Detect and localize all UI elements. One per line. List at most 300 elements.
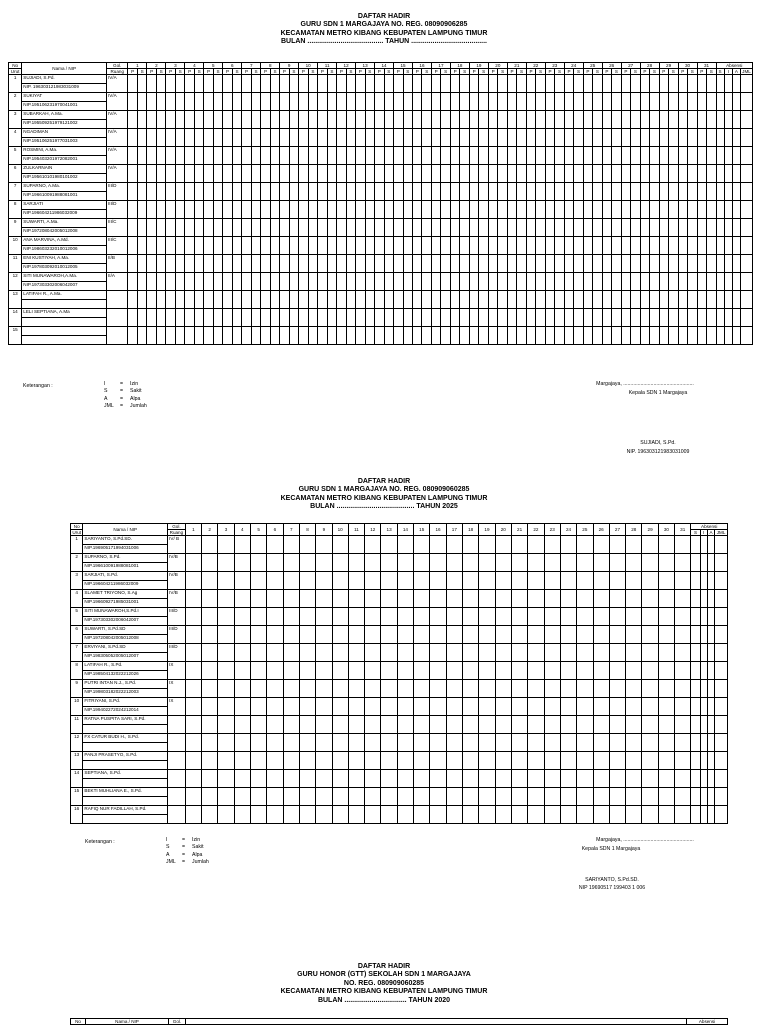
teacher-gol — [107, 291, 128, 309]
attendance-cell — [479, 111, 488, 129]
attendance-cell — [166, 147, 175, 165]
attendance-cell — [495, 536, 511, 554]
teacher-name: LATIFAH R., S.Pd. — [83, 662, 168, 671]
attendance-cell — [346, 237, 355, 255]
attendance-cell — [526, 273, 535, 291]
attendance-cell — [175, 183, 184, 201]
attendance-cell — [724, 111, 732, 129]
teacher-name: SARIYANTO, S.Pd.SD. — [83, 536, 168, 545]
attendance-cell — [724, 129, 732, 147]
attendance-cell — [185, 237, 194, 255]
attendance-cell — [346, 147, 355, 165]
attendance-cell — [669, 183, 678, 201]
attendance-cell — [479, 129, 488, 147]
attendance-cell — [602, 327, 611, 345]
attendance-cell — [348, 788, 364, 806]
attendance-cell — [299, 788, 315, 806]
attendance-cell — [403, 291, 412, 309]
attendance-cell — [348, 698, 364, 716]
teacher-gol — [168, 788, 186, 806]
attendance-cell — [299, 608, 315, 626]
attendance-cell — [185, 806, 201, 824]
attendance-cell — [495, 554, 511, 572]
attendance-cell — [194, 129, 203, 147]
attendance-cell — [299, 662, 315, 680]
attendance-cell — [128, 291, 137, 309]
row-number: 10 — [71, 698, 83, 716]
attendance-cell — [137, 129, 146, 147]
header-name: Nama / NIP — [22, 63, 107, 75]
day-header: 24 — [564, 63, 583, 69]
attendance-cell — [463, 590, 479, 608]
attendance-cell — [289, 201, 298, 219]
attendance-cell — [299, 93, 308, 111]
attendance-cell — [688, 291, 697, 309]
teacher-nip: NIP. 196303121983031009 — [22, 84, 107, 93]
table-row — [71, 644, 728, 653]
attendance-cell — [675, 536, 691, 554]
attendance-cell — [234, 626, 250, 644]
attendance-cell — [707, 291, 716, 309]
attendance-cell — [375, 291, 384, 309]
attendance-cell — [414, 644, 430, 662]
attendance-cell — [609, 608, 625, 626]
attendance-cell — [583, 291, 592, 309]
attendance-cell — [327, 219, 336, 237]
attendance-cell — [316, 536, 332, 554]
attendance-cell — [460, 309, 469, 327]
attendance-cell — [175, 273, 184, 291]
attendance-cell — [431, 183, 440, 201]
attendance-cell — [583, 255, 592, 273]
attendance-cell — [441, 129, 450, 147]
attendance-cell — [267, 590, 283, 608]
attendance-cell — [544, 626, 560, 644]
attendance-cell — [700, 662, 707, 680]
attendance-cell — [308, 237, 317, 255]
table-row — [9, 147, 753, 156]
attendance-cell — [707, 554, 714, 572]
attendance-cell — [498, 75, 507, 93]
attendance-cell — [289, 327, 298, 345]
attendance-cell — [678, 255, 687, 273]
legend-item — [104, 403, 147, 410]
attendance-cell — [128, 165, 137, 183]
attendance-cell — [185, 644, 201, 662]
teacher-nip: NIP.196609271985031001 — [83, 599, 168, 608]
day-header: 7 — [283, 524, 299, 536]
attendance-cell — [441, 291, 450, 309]
attendance-cell — [707, 219, 716, 237]
attendance-cell — [283, 662, 299, 680]
teacher-name: ERVIYANI, S.Pd.SD — [83, 644, 168, 653]
attendance-cell — [560, 770, 576, 788]
attendance-cell — [316, 680, 332, 698]
attendance-cell — [204, 129, 213, 147]
day-sub-header: P — [602, 69, 611, 75]
attendance-cell — [659, 237, 668, 255]
attendance-cell — [593, 680, 609, 698]
attendance-cell — [384, 255, 393, 273]
attendance-cell — [724, 147, 732, 165]
attendance-cell — [612, 147, 621, 165]
attendance-cell — [204, 147, 213, 165]
attendance-cell — [250, 554, 266, 572]
attendance-cell — [640, 183, 649, 201]
teacher-gol: III/D — [107, 201, 128, 219]
attendance-cell — [574, 183, 583, 201]
attendance-cell — [612, 111, 621, 129]
attendance-cell — [147, 165, 156, 183]
attendance-cell — [593, 291, 602, 309]
attendance-cell — [185, 111, 194, 129]
row-number: 3 — [71, 572, 83, 590]
attendance-cell — [612, 327, 621, 345]
teacher-nip: NIP.197303302006042007 — [83, 617, 168, 626]
attendance-cell — [700, 698, 707, 716]
attendance-cell — [528, 752, 544, 770]
attendance-cell — [724, 75, 732, 93]
attendance-cell — [242, 183, 251, 201]
attendance-cell — [650, 183, 659, 201]
section1-title: DAFTAR HADIR — [357, 13, 411, 20]
day-sub-header: S — [422, 69, 431, 75]
attendance-cell — [332, 752, 348, 770]
attendance-cell — [422, 183, 431, 201]
attendance-cell — [250, 590, 266, 608]
teacher-gol: IX — [168, 662, 186, 680]
attendance-cell — [441, 147, 450, 165]
attendance-cell — [479, 572, 495, 590]
attendance-cell — [577, 716, 593, 734]
attendance-cell — [732, 327, 740, 345]
attendance-cell — [430, 662, 446, 680]
attendance-cell — [678, 147, 687, 165]
attendance-cell — [283, 770, 299, 788]
attendance-cell — [555, 327, 564, 345]
attendance-cell — [375, 93, 384, 111]
row-number: 16 — [71, 806, 83, 824]
attendance-cell — [202, 806, 218, 824]
section3-period-line: BULAN ................................ TAHUN 2020 — [317, 996, 451, 1004]
day-sub-header: P — [469, 69, 478, 75]
attendance-cell — [583, 309, 592, 327]
attendance-cell — [156, 201, 165, 219]
attendance-cell — [283, 716, 299, 734]
attendance-cell — [609, 662, 625, 680]
attendance-cell — [555, 309, 564, 327]
day-header: 29 — [642, 524, 658, 536]
attendance-cell — [422, 291, 431, 309]
attendance-cell — [707, 590, 714, 608]
attendance-cell — [267, 680, 283, 698]
attendance-cell — [384, 93, 393, 111]
attendance-cell — [397, 536, 413, 554]
teacher-name: PANJI PRASETYO, S.Pd. — [83, 752, 168, 761]
attendance-cell — [356, 309, 365, 327]
attendance-cell — [446, 734, 462, 752]
attendance-cell — [213, 147, 222, 165]
attendance-cell — [732, 219, 740, 237]
attendance-cell — [560, 608, 576, 626]
attendance-cell — [384, 273, 393, 291]
attendance-cell — [545, 201, 554, 219]
attendance-cell — [658, 572, 674, 590]
attendance-cell — [202, 716, 218, 734]
attendance-cell — [450, 93, 459, 111]
attendance-cell — [700, 680, 707, 698]
day-header: 24 — [560, 524, 576, 536]
attendance-cell — [318, 147, 327, 165]
attendance-cell — [394, 309, 403, 327]
day-sub-header: P — [507, 69, 516, 75]
attendance-cell — [327, 291, 336, 309]
attendance-cell — [375, 255, 384, 273]
table-row — [71, 662, 728, 671]
attendance-cell — [156, 129, 165, 147]
attendance-cell — [250, 572, 266, 590]
attendance-cell — [574, 201, 583, 219]
attendance-cell — [250, 626, 266, 644]
teacher-nip: NIP.195509251979121002 — [22, 120, 107, 129]
attendance-cell — [316, 806, 332, 824]
row-number: 15 — [71, 788, 83, 806]
attendance-cell — [488, 129, 497, 147]
attendance-cell — [430, 770, 446, 788]
attendance-cell — [316, 698, 332, 716]
row-number: 5 — [71, 608, 83, 626]
day-header: 4 — [234, 524, 250, 536]
header-absensi: Absensi — [716, 63, 753, 69]
attendance-cell — [659, 165, 668, 183]
legend-item — [166, 844, 209, 851]
attendance-cell — [621, 165, 630, 183]
attendance-cell — [669, 93, 678, 111]
attendance-cell — [337, 327, 346, 345]
table-row — [71, 608, 728, 617]
day-sub-header: S — [327, 69, 336, 75]
attendance-cell — [213, 93, 222, 111]
attendance-cell — [688, 93, 697, 111]
attendance-cell — [365, 237, 374, 255]
attendance-cell — [223, 219, 232, 237]
day-sub-header: P — [185, 69, 194, 75]
attendance-cell — [691, 680, 700, 698]
attendance-cell — [495, 752, 511, 770]
attendance-cell — [327, 93, 336, 111]
attendance-cell — [577, 536, 593, 554]
attendance-cell — [270, 129, 279, 147]
section2-district-line: KECAMATAN METRO KIBANG KEBUPATEN LAMPUNG TIMUR — [280, 494, 488, 502]
attendance-cell — [414, 608, 430, 626]
attendance-cell — [381, 806, 397, 824]
attendance-cell — [267, 644, 283, 662]
attendance-cell — [185, 608, 201, 626]
attendance-cell — [517, 291, 526, 309]
attendance-cell — [234, 680, 250, 698]
table-row — [9, 75, 753, 84]
attendance-cell — [691, 716, 700, 734]
attendance-cell — [626, 608, 642, 626]
attendance-cell — [740, 273, 752, 291]
attendance-cell — [318, 255, 327, 273]
attendance-cell — [337, 111, 346, 129]
attendance-cell — [659, 129, 668, 147]
attendance-cell — [609, 626, 625, 644]
attendance-cell — [707, 93, 716, 111]
attendance-cell — [612, 255, 621, 273]
attendance-cell — [479, 75, 488, 93]
attendance-cell — [185, 554, 201, 572]
attendance-cell — [156, 273, 165, 291]
attendance-cell — [697, 183, 706, 201]
attendance-cell — [381, 698, 397, 716]
attendance-cell — [299, 129, 308, 147]
attendance-cell — [267, 662, 283, 680]
attendance-cell — [650, 111, 659, 129]
attendance-cell — [204, 327, 213, 345]
attendance-cell — [346, 291, 355, 309]
attendance-cell — [560, 698, 576, 716]
attendance-cell — [697, 111, 706, 129]
attendance-cell — [137, 237, 146, 255]
day-sub-header: S — [251, 69, 260, 75]
teacher-nip: NIP.196610091988081001 — [83, 563, 168, 572]
attendance-cell — [526, 93, 535, 111]
attendance-cell — [316, 788, 332, 806]
attendance-cell — [612, 165, 621, 183]
day-header: 28 — [626, 524, 642, 536]
attendance-cell — [479, 536, 495, 554]
attendance-cell — [574, 129, 583, 147]
attendance-cell — [740, 183, 752, 201]
attendance-cell — [545, 147, 554, 165]
attendance-cell — [621, 93, 630, 111]
attendance-cell — [507, 183, 516, 201]
attendance-cell — [716, 237, 724, 255]
day-header: 22 — [528, 524, 544, 536]
day-header: 14 — [397, 524, 413, 536]
attendance-cell — [289, 255, 298, 273]
day-sub-header: S — [308, 69, 317, 75]
attendance-cell — [318, 219, 327, 237]
attendance-cell — [327, 255, 336, 273]
attendance-cell — [185, 129, 194, 147]
attendance-cell — [544, 608, 560, 626]
attendance-cell — [642, 626, 658, 644]
attendance-cell — [469, 165, 478, 183]
attendance-cell — [602, 309, 611, 327]
attendance-cell — [213, 111, 222, 129]
attendance-cell — [397, 662, 413, 680]
legend-value: Jumlah — [192, 859, 209, 866]
attendance-cell — [232, 255, 241, 273]
attendance-cell — [308, 255, 317, 273]
attendance-cell — [337, 75, 346, 93]
teacher-name: PUTRI INTAN N.J., S.Pd. — [83, 680, 168, 689]
attendance-cell — [715, 716, 728, 734]
attendance-cell — [316, 554, 332, 572]
teacher-nip: NIP.195106251977031003 — [22, 138, 107, 147]
attendance-cell — [375, 183, 384, 201]
attendance-cell — [732, 273, 740, 291]
attendance-cell — [280, 75, 289, 93]
attendance-cell — [707, 608, 714, 626]
attendance-cell — [441, 255, 450, 273]
attendance-cell — [560, 662, 576, 680]
attendance-cell — [365, 626, 381, 644]
attendance-cell — [213, 219, 222, 237]
attendance-cell — [431, 291, 440, 309]
attendance-cell — [218, 644, 234, 662]
attendance-cell — [740, 165, 752, 183]
attendance-cell — [631, 93, 640, 111]
attendance-cell — [450, 111, 459, 129]
attendance-cell — [732, 129, 740, 147]
attendance-cell — [202, 590, 218, 608]
attendance-cell — [479, 806, 495, 824]
absensi-sub-header: S — [716, 69, 724, 75]
attendance-cell — [593, 806, 609, 824]
attendance-cell — [375, 309, 384, 327]
attendance-cell — [621, 219, 630, 237]
attendance-cell — [528, 590, 544, 608]
attendance-cell — [202, 536, 218, 554]
attendance-cell — [650, 201, 659, 219]
attendance-cell — [602, 93, 611, 111]
attendance-cell — [495, 770, 511, 788]
day-sub-header: S — [270, 69, 279, 75]
day-sub-header: P — [375, 69, 384, 75]
attendance-cell — [348, 608, 364, 626]
legend-eq: = — [182, 851, 186, 858]
attendance-cell — [479, 183, 488, 201]
day-header: 9 — [280, 63, 299, 69]
attendance-cell — [414, 554, 430, 572]
attendance-cell — [441, 273, 450, 291]
legend-item — [104, 381, 147, 388]
attendance-cell — [431, 237, 440, 255]
attendance-cell — [128, 309, 137, 327]
attendance-cell — [577, 698, 593, 716]
attendance-cell — [564, 309, 573, 327]
attendance-cell — [626, 734, 642, 752]
attendance-cell — [700, 608, 707, 626]
attendance-cell — [583, 165, 592, 183]
attendance-cell — [658, 680, 674, 698]
attendance-cell — [414, 536, 430, 554]
attendance-cell — [450, 237, 459, 255]
attendance-cell — [166, 93, 175, 111]
attendance-cell — [511, 698, 527, 716]
attendance-cell — [669, 237, 678, 255]
day-header: 22 — [526, 63, 545, 69]
attendance-cell — [707, 255, 716, 273]
attendance-cell — [715, 698, 728, 716]
section1-keterangan-label: Keterangan : — [23, 383, 53, 389]
legend-item — [166, 852, 209, 859]
attendance-cell — [678, 165, 687, 183]
attendance-cell — [365, 716, 381, 734]
attendance-cell — [511, 644, 527, 662]
attendance-cell — [232, 147, 241, 165]
attendance-cell — [715, 644, 728, 662]
attendance-cell — [202, 770, 218, 788]
attendance-cell — [469, 111, 478, 129]
attendance-cell — [251, 129, 260, 147]
attendance-cell — [669, 129, 678, 147]
attendance-cell — [675, 734, 691, 752]
